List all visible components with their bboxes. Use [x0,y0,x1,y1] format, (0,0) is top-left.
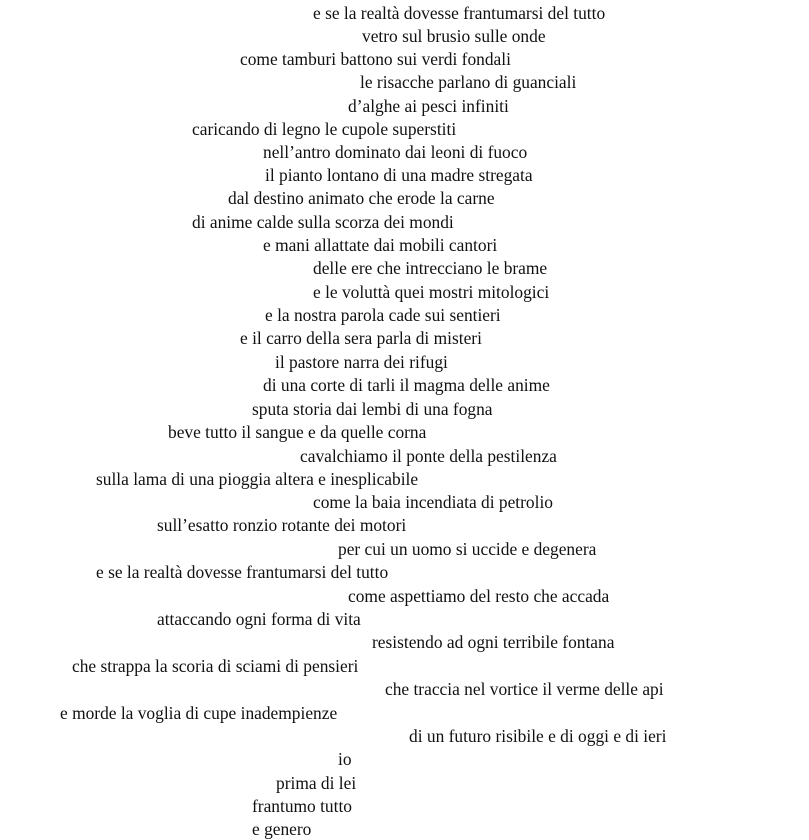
poem-line: sull’esatto ronzio rotante dei motori [157,515,407,535]
poem-line: di un futuro risibile e di oggi e di ieri [409,726,667,746]
poem-line: il pianto lontano di una madre stregata [265,165,533,185]
poem-line: e se la realtà dovesse frantumarsi del tutto [96,562,389,582]
poem-line: caricando di legno le cupole superstiti [192,119,457,139]
poem-line: e le voluttà quei mostri mitologici [313,282,550,302]
poem-line: le risacche parlano di guanciali [360,72,577,92]
poem-line: io [338,749,352,769]
poem-line: sulla lama di una pioggia altera e inesplicabile [96,469,419,489]
poem-line: e la nostra parola cade sui sentieri [265,305,501,325]
poem-line: attaccando ogni forma di vita [157,609,361,629]
poem-line: che strappa la scoria di sciami di pensieri [72,656,359,676]
poem-line: d’alghe ai pesci infiniti [348,96,509,116]
poem-line: e il carro della sera parla di misteri [240,328,482,348]
poem-line: e morde la voglia di cupe inadempienze [60,703,338,723]
poem-line: sputa storia dai lembi di una fogna [252,399,493,419]
poem-line: vetro sul brusio sulle onde [362,26,546,46]
poem-line: e mani allattate dai mobili cantori [263,235,498,255]
poem-line: prima di lei [276,773,357,793]
poem-line: dal destino animato che erode la carne [228,188,495,208]
poem-line: e se la realtà dovesse frantumarsi del tutto [313,3,606,23]
poem-line: per cui un uomo si uccide e degenera [338,539,597,559]
poem-line: come la baia incendiata di petrolio [313,492,553,512]
poem-line: delle ere che intrecciano le brame [313,258,548,278]
poem-line: che traccia nel vortice il verme delle api [385,679,664,699]
poem-line: beve tutto il sangue e da quelle corna [168,422,427,442]
poem-line: resistendo ad ogni terribile fontana [372,632,615,652]
poem-line: e genero [252,819,312,839]
poem-line: nell’antro dominato dai leoni di fuoco [263,142,528,162]
poem-line: di anime calde sulla scorza dei mondi [192,212,454,232]
poem-line: il pastore narra dei rifugi [275,352,448,372]
poem-line: come aspettiamo del resto che accada [348,586,610,606]
poem-line: come tamburi battono sui verdi fondali [240,49,511,69]
poem-line: frantumo tutto [252,796,352,816]
poem-line: di una corte di tarli il magma delle anime [263,375,550,395]
poem-line: cavalchiamo il ponte della pestilenza [300,446,557,466]
